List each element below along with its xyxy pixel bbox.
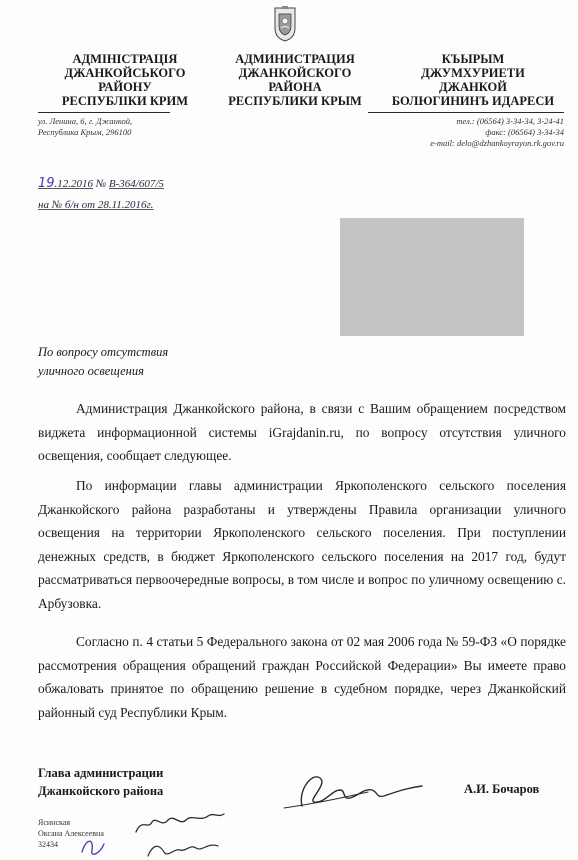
header-ua-line: РЕСПУБЛІКИ КРИМ — [61, 94, 189, 108]
address-line: ул. Ленина, 6, г. Джанкой, — [38, 116, 133, 126]
subject-line: По вопросу отсутствия — [38, 345, 169, 359]
header-ru-line: АДМИНИСТРАЦИЯ — [235, 52, 355, 66]
executor-given-name: Оксана Алексеевна — [38, 829, 104, 838]
reference-number: В-364/607/5 — [108, 178, 164, 190]
paragraph-text: Администрация Джанкойского района, в связи с Вашим обращением посредством виджета информационной системы iGrajdanin.ru, по вопросу отсутствия уличного освещения, сообщает следующее. — [38, 401, 566, 463]
body-paragraph — [38, 474, 566, 615]
contact-fax: факс: (06564) 3-34-34 — [485, 127, 564, 137]
paragraph-text: Согласно п. 4 статьи 5 Федерального закона от 02 мая 2006 года № 59-ФЗ «О порядке рассмотрения обращения обращений граждан Российской Федерации» Вы имеете право обжаловать принятое по обращению решение в судебном порядке, через Джанкойский районный суд Республики Крым. — [38, 634, 566, 720]
redacted-recipient — [340, 218, 524, 336]
signatory-title-line: Глава администрации — [38, 766, 164, 780]
header-crimean-tatar — [378, 52, 568, 108]
header-ct-line: ДЖАНКОЙ — [439, 80, 507, 94]
reference-date: .12.2016 — [54, 178, 94, 190]
header-divider-left — [38, 112, 170, 113]
outgoing-reference — [38, 176, 164, 191]
header-ukrainian — [40, 52, 210, 108]
signatory-title-line: Джанкойского района — [38, 784, 164, 798]
header-ua-line: РАЙОНУ — [98, 80, 152, 94]
contact-phone: тел.: (06564) 3-34-34, 3-24-41 — [456, 116, 564, 126]
executor-surname: Ясинская — [38, 818, 70, 827]
header-ct-line: БОЛЮГИНИНЪ ИДАРЕСИ — [391, 94, 555, 108]
header-ct-line: КЪЫРЫМ — [441, 52, 505, 66]
header-ru-line: ДЖАНКОЙСКОГО — [238, 66, 352, 80]
body-paragraph — [38, 397, 566, 468]
signatory-title — [38, 764, 163, 800]
body-paragraph — [38, 630, 566, 724]
header-ru-line: РАЙОНА — [268, 80, 322, 94]
incoming-reference-text: на № б/н от 28.11.2016г. — [38, 199, 154, 211]
handwritten-visa — [78, 808, 248, 860]
letter-subject — [38, 343, 168, 381]
contact-email: e-mail: delo@dzhankoyrayon.rk.gov.ru — [430, 138, 564, 148]
header-ru-line: РЕСПУБЛИКИ КРЫМ — [228, 94, 362, 108]
header-ct-line: ДЖУМХУРИЕТИ — [421, 66, 525, 80]
executor-phone: 32434 — [38, 840, 58, 849]
postal-address — [38, 116, 132, 138]
handwritten-signature — [272, 760, 442, 810]
header-divider-right — [368, 112, 564, 113]
incoming-reference — [38, 199, 153, 211]
contact-details — [430, 116, 564, 149]
header-ua-line: АДМІНІСТРАЦІЯ — [72, 52, 178, 66]
signatory-name: А.И. Бочаров — [464, 782, 540, 796]
address-line: Республика Крым, 296100 — [38, 127, 132, 137]
reference-no-label: № — [95, 178, 107, 190]
subject-line: уличного освещения — [38, 364, 144, 378]
paragraph-text: По информации главы администрации Яркополенского сельского поселения Джанкойского района разработаны и утверждены Правила организации уличного освещения на территории Яркополенского сельского поселения. При поступлении денежных средств, в бюджет Яркополенского сельского поселения на 2017 год, будут рассматриваться первоочередные вопросы, в том числе и вопрос по уличному освещению с. Арбузовка. — [38, 478, 566, 611]
header-ua-line: ДЖАНКОЙСЬКОГО — [64, 66, 186, 80]
handwritten-day: 19 — [38, 176, 55, 191]
header-russian — [222, 52, 368, 108]
crimea-coat-of-arms-icon — [272, 6, 298, 42]
